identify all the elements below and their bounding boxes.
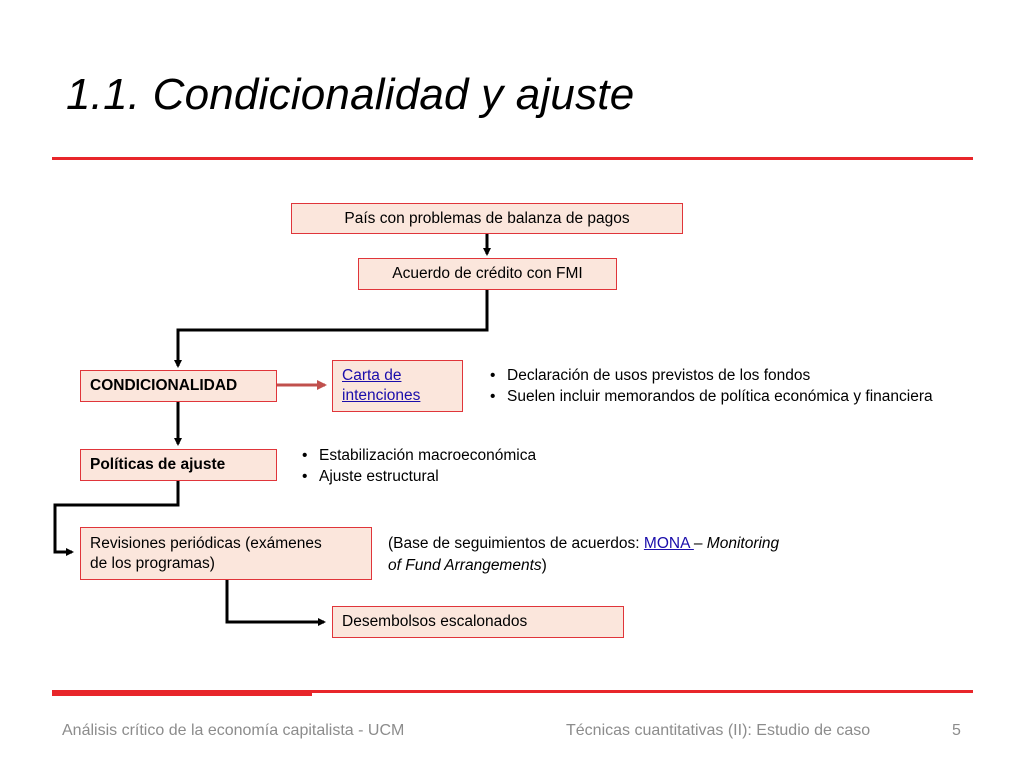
page-number: 5	[952, 722, 961, 739]
footer-left: Análisis crítico de la economía capitalista - UCM	[62, 722, 405, 739]
box-desembolsos-label: Desembolsos escalonados	[342, 613, 528, 630]
box-revisiones-line2: de los programas)	[90, 554, 215, 572]
box-acuerdo-label: Acuerdo de crédito con FMI	[392, 265, 583, 282]
bottom-divider	[312, 690, 973, 693]
footer-center: Técnicas cuantitativas (II): Estudio de caso	[566, 722, 871, 739]
box-pais-label: País con problemas de balanza de pagos	[344, 209, 630, 227]
mona-note-italic-2: of Fund Arrangements	[388, 557, 542, 574]
politicas-bullet-list	[299, 445, 536, 487]
box-politicas-label: Políticas de ajuste	[90, 456, 226, 473]
mona-note-dash: –	[693, 535, 707, 552]
mona-note	[388, 533, 838, 577]
carta-bullet-item: • Declaración de usos previstos de los fondos	[487, 365, 933, 386]
box-carta-intenciones	[332, 360, 463, 412]
arrow-revisiones-to-desembolsos	[227, 580, 324, 622]
carta-intenciones-link-line2[interactable]: intenciones	[342, 387, 421, 404]
carta-intenciones-link-line1[interactable]: Carta de	[342, 367, 402, 384]
mona-note-italic-1: Monitoring	[706, 535, 780, 552]
box-desembolsos-escalonados	[332, 606, 624, 638]
box-condicionalidad-label: CONDICIONALIDAD	[90, 377, 238, 394]
arrow-acuerdo-to-condicionalidad	[178, 290, 487, 366]
politicas-bullet-item: • Estabilización macroeconómica	[299, 445, 536, 466]
box-revisiones-periodicas	[80, 527, 372, 580]
carta-bullet-item: • Suelen incluir memorandos de política económica y financiera	[487, 386, 933, 407]
carta-bullet-list	[487, 365, 933, 407]
mona-link[interactable]: MONA	[643, 535, 694, 552]
box-politicas-ajuste	[80, 449, 277, 481]
mona-note-prefix: (Base de seguimientos de acuerdos:	[388, 535, 644, 552]
slide-title: 1.1. Condicionalidad y ajuste	[66, 70, 635, 119]
bottom-divider-thick	[52, 690, 312, 696]
mona-note-suffix: )	[541, 557, 547, 574]
box-condicionalidad	[80, 370, 277, 402]
politicas-bullet-item: • Ajuste estructural	[299, 466, 536, 487]
box-revisiones-line1: Revisiones periódicas (exámenes	[90, 534, 322, 552]
box-pais-balanza-pagos	[291, 203, 683, 234]
box-acuerdo-credito-fmi	[358, 258, 617, 290]
